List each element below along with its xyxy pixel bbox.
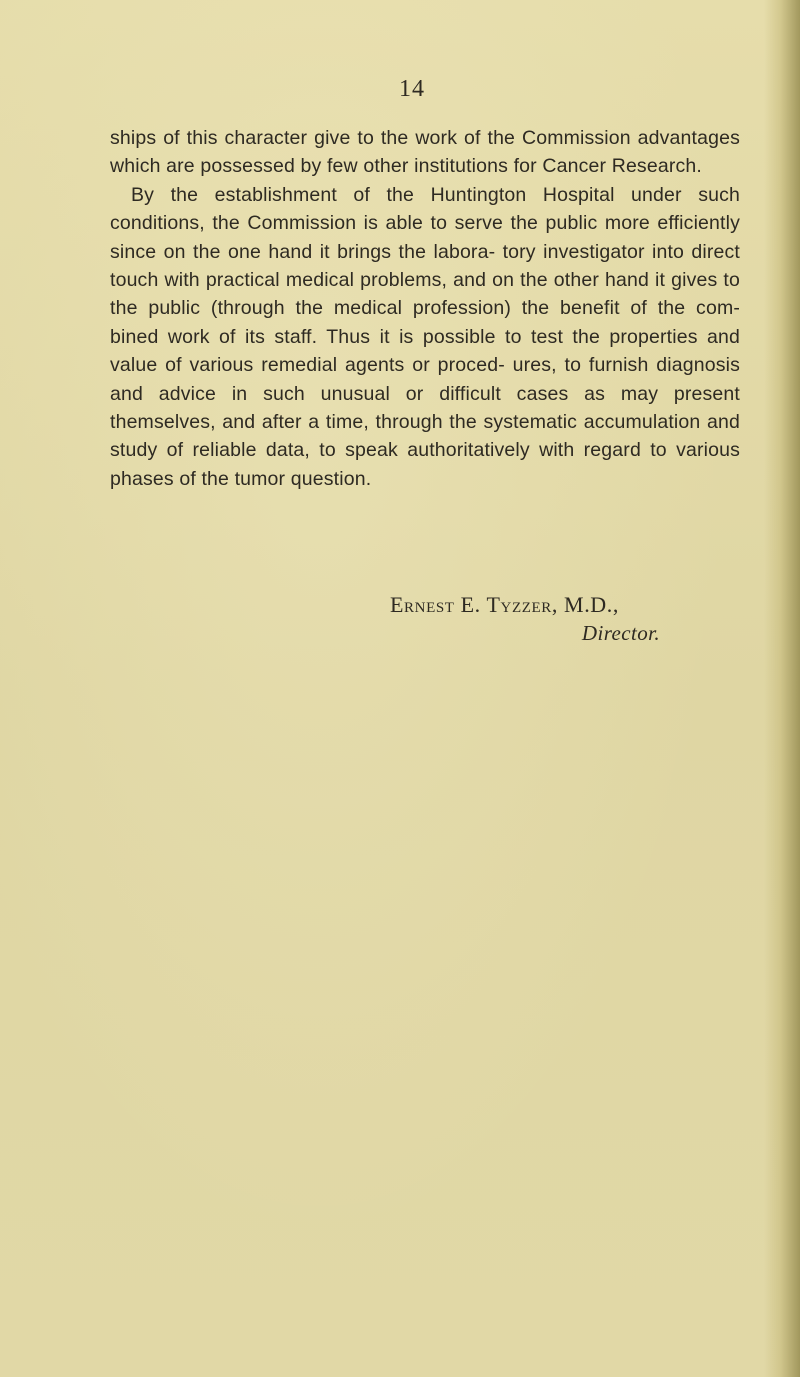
paragraph-1: ships of this character give to the work of the Commission advantages which are possessed by few other institutions for Cancer Research. — [110, 127, 740, 178]
body-text — [110, 124, 740, 493]
signature-block — [390, 590, 720, 648]
signature-title: Director. — [581, 621, 660, 645]
paragraph-2: By the establishment of the Huntington Hospital under such conditions, the Commission is able to serve the public more efficiently since on the one hand it brings the labora- tory investigator into direct touch with practical medical problems, and on the other hand it gives to the public (through the medical profession) the benefit of the com- bined work of its staff. Thus it is possible to test the properties and value of various remedial agents or proced- ures, to furnish diagnosis and advice in such unusual or difficult cases as may present themselves, and after a time, through the systematic accumulation and study of reliable data, to speak authoritatively with regard to various phases of the tumor question. — [110, 183, 740, 490]
page-edge-shadow — [764, 0, 800, 1377]
page-number: 14 — [399, 76, 425, 102]
signature-name: Ernest E. Tyzzer, M.D., — [390, 592, 619, 617]
